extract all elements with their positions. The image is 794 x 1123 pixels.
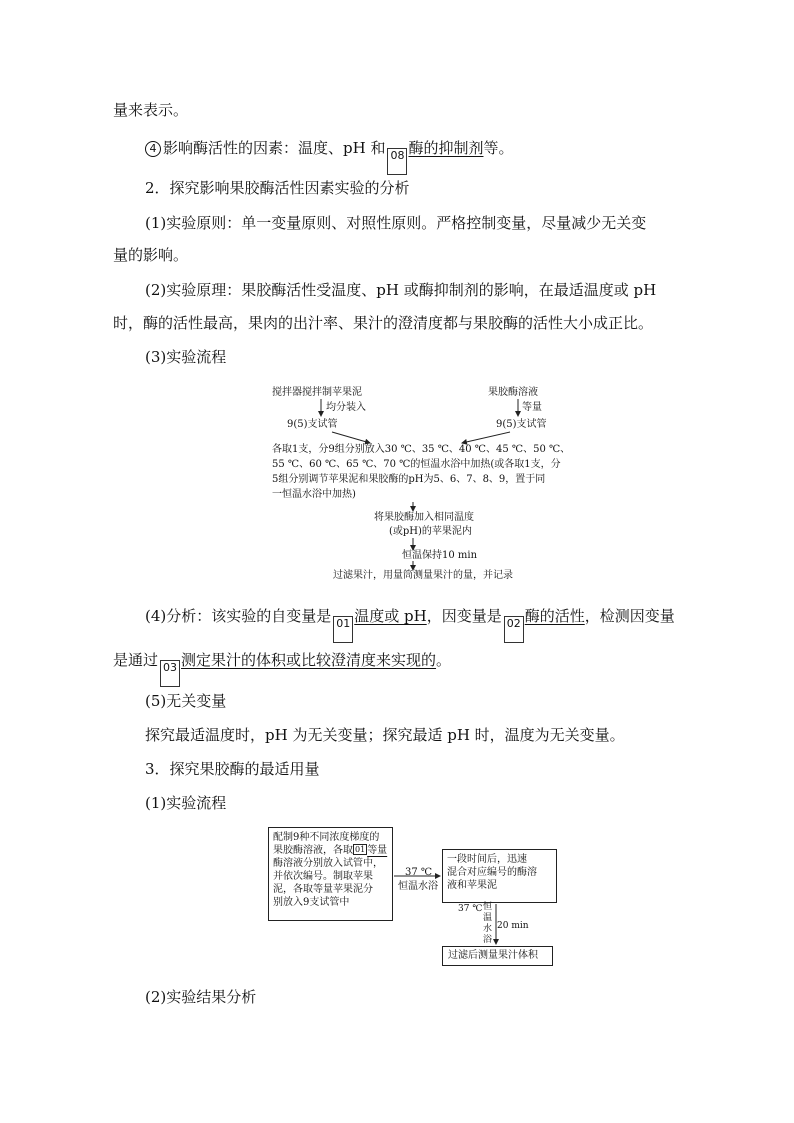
flow2-arrow2-temp: 37 ℃ <box>458 904 483 914</box>
answer-box-02: 02 <box>504 616 524 643</box>
circled-number: 4 <box>145 141 161 157</box>
text-span: 是通过 <box>113 651 159 669</box>
subheading-irrelevant: (5)无关变量 <box>145 692 227 710</box>
text-span: 影响酶活性的因素：温度、pH 和 <box>163 139 386 157</box>
flow1-right-top: 果胶酶溶液 <box>488 387 538 398</box>
arrow-left-diag <box>332 432 370 443</box>
text-span: 果胶酶溶液，各取 <box>273 845 353 856</box>
flow2-box-line: 配制9种不同浓度梯度的 <box>273 832 380 843</box>
flow2-box-line: 别放入9支试管中 <box>273 897 350 908</box>
vertical-char: 水 <box>483 924 493 934</box>
flow2-box-line: 一段时间后，迅速 <box>447 854 527 865</box>
text-line: 时，酶的活性最高，果肉的出汁率、果汁的澄清度都与果胶酶的活性大小成正比。 <box>113 314 654 332</box>
flow2-arrow1-temp: 37 ℃ <box>405 867 433 878</box>
underlined-answer: 温度或 pH <box>354 607 427 625</box>
subheading-flow-2: (1)实验流程 <box>145 794 227 812</box>
section-heading-2: 2．探究影响果胶酶活性因素实验的分析 <box>145 179 410 197</box>
flow2-box-line: 混合对应编号的酶溶 <box>447 867 537 878</box>
flow1-mid-line: 一恒温水浴中加热) <box>272 489 356 500</box>
section-heading-3: 3．探究果胶酶的最适用量 <box>145 760 320 778</box>
vertical-char: 恒 <box>483 902 493 912</box>
text-line: 探究最适温度时，pH 为无关变量；探究最适 pH 时，温度为无关变量。 <box>145 726 625 744</box>
text-line: 量来表示。 <box>113 101 189 119</box>
underlined-answer: 测定果汁的体积或比较澄清度来实现的 <box>181 651 437 669</box>
flow1-step4: 过滤果汁，用量筒测量果汁的量，并记录 <box>333 570 513 581</box>
underlined-answer: 酶的抑制剂 <box>408 139 484 157</box>
underlined-answer: 等量 <box>367 845 388 856</box>
subheading-flow: (3)实验流程 <box>145 348 227 366</box>
text-span: 。 <box>436 651 452 669</box>
text-span: ，因变量是 <box>426 607 502 625</box>
flow1-right-step: 等量 <box>522 402 542 413</box>
flow1-mid-line: 5组分别调节苹果泥和果胶酶的pH为5、6、7、8、9，置于同 <box>272 474 546 485</box>
arrow-right-diag <box>462 432 510 443</box>
flow1-mid-line: 各取1支，分9组分别放入30 ℃、35 ℃、40 ℃、45 ℃、50 ℃、 <box>272 444 571 455</box>
text-line: (2)实验原理：果胶酶活性受温度、pH 或酶抑制剂的影响，在最适温度或 pH <box>145 281 657 299</box>
subheading-results: (2)实验结果分析 <box>145 988 257 1006</box>
underlined-answer: 酶的活性 <box>524 607 585 625</box>
text-line: (1)实验原则：单一变量原则、对照性原则。严格控制变量，尽量减少无关变 <box>145 214 647 232</box>
flow2-box-line: 并依次编号。制取苹果 <box>273 871 373 882</box>
answer-box-01: 01 <box>355 845 366 854</box>
flow1-right-tubes: 9(5)支试管 <box>496 419 547 430</box>
flow1-left-step: 均分装入 <box>326 402 366 413</box>
vertical-char: 浴 <box>483 935 493 945</box>
text-span: (4)分析：该实验的自变量是 <box>145 607 332 625</box>
text-span: ，检测因变量 <box>584 607 675 625</box>
flow2-box-line: 酶溶液分别放入试管中， <box>273 858 383 869</box>
flow2-arrow2-time: 20 min <box>497 921 529 931</box>
text-line: 量的影响。 <box>113 246 189 264</box>
flow2-box-line: 泥，各取等量苹果泥分 <box>273 884 373 895</box>
flow2-arrow1-label: 恒温水浴 <box>398 881 438 892</box>
flow1-step2: 将果胶酶加入相同温度 <box>374 512 474 523</box>
answer-box-08: 08 <box>387 148 407 175</box>
vertical-char: 温 <box>483 913 493 923</box>
flow1-step2: (或pH)的苹果泥内 <box>389 526 472 537</box>
answer-box-03: 03 <box>160 660 180 687</box>
flow1-left-tubes: 9(5)支试管 <box>287 419 338 430</box>
flow2-box-measure: 过滤后测量果汁体积 <box>442 946 553 966</box>
flow1-left-top: 搅拌器搅拌制苹果泥 <box>272 387 362 398</box>
text-span: 等。 <box>483 139 514 157</box>
flow1-step3: 恒温保持10 min <box>402 550 478 561</box>
answer-box-01: 01 <box>333 616 353 643</box>
flow1-mid-line: 55 ℃、60 ℃、65 ℃、70 ℃的恒温水浴中加热(或各取1支，分 <box>272 459 561 470</box>
flow2-box-line: 液和苹果泥 <box>447 880 497 891</box>
